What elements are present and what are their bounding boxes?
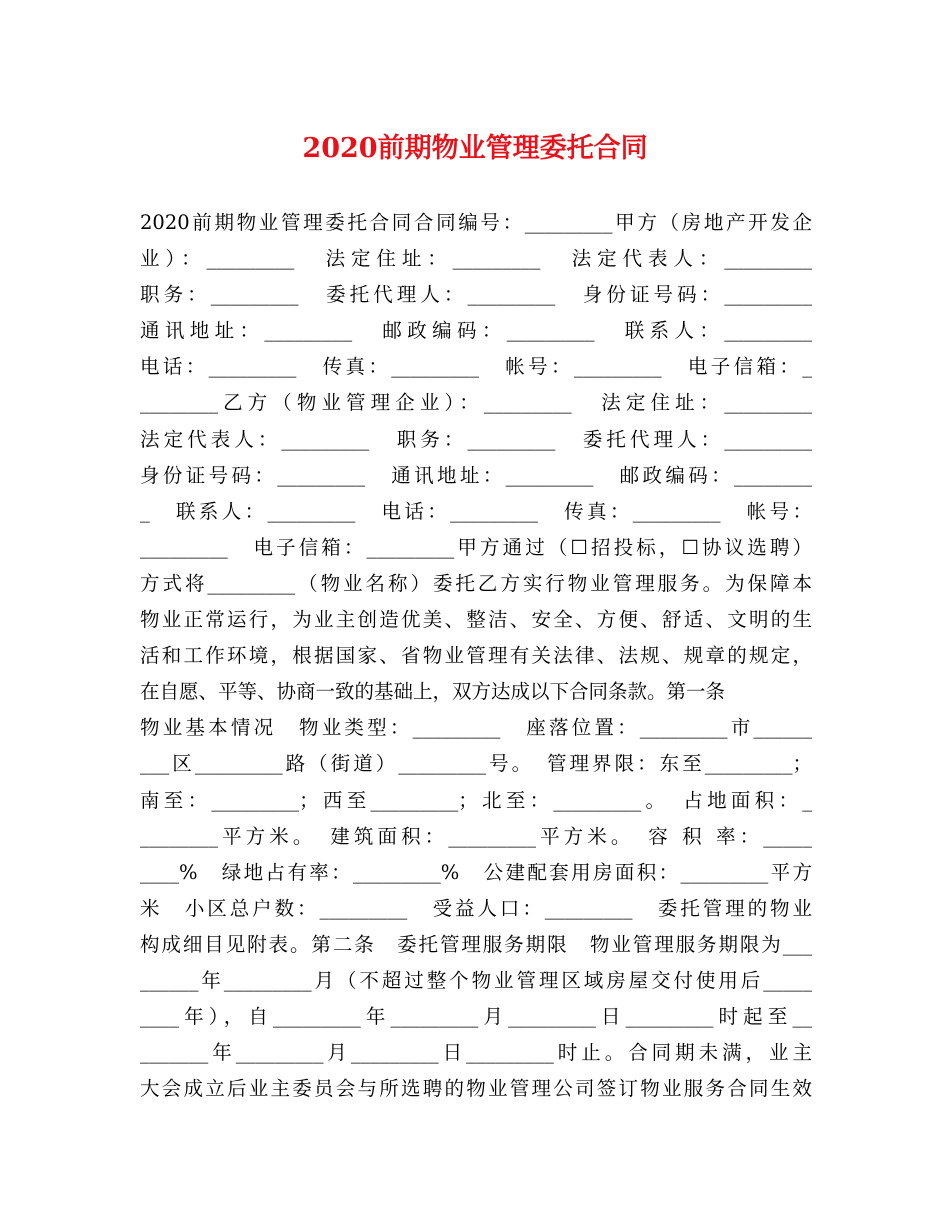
body-line-1: 2020前期物业管理委托合同合同编号：_________甲方（房地产开发企 [140,211,812,234]
body-line-20: 米 小区总户数：_________ 受益人口：_________ 委托管理的物业 [140,896,812,920]
body-line-14: 在自愿、平等、协商一致的基础上，双方达成以下合同条款。第一条 [140,680,726,704]
body-line-6: ________乙方（物业管理企业）：_________ 法定住址：_________ [140,391,812,415]
body-line-4: 通讯地址：_________ 邮政编码：_________ 联系人：_________ [140,319,812,343]
document-title: 2020前期物业管理委托合同 [302,133,648,164]
body-line-10: _________ 电子信箱：_________甲方通过（☐招投标，☐协议选聘） [140,535,812,559]
body-line-8: 身份证号码：_________ 通讯地址：_________ 邮政编码：________ [140,463,812,487]
body-line-5: 电话：_________ 传真：_________ 帐号：_________ 电子信箱：_ [140,355,812,379]
body-line-16: ___区_________路（街道）_________号。 管理界限：东至_________； [140,752,812,776]
body-line-19: ____% 绿地占有率：_________% 公建配套用房面积：_________平方 [140,860,812,884]
body-line-15: 物业基本情况 物业类型：_________ 座落位置：_________市______ [140,716,812,740]
body-line-3: 职务：_________ 委托代理人：_________ 身份证号码：_________ [140,283,812,307]
body-line-9: _ 联系人：_________ 电话：_________ 传真：_________ 帐号： [140,499,812,523]
contract-body [140,205,812,1107]
body-line-12: 物业正常运行，为业主创造优美、整洁、安全、方便、舒适、文明的生 [140,608,812,632]
body-line-25: 大会成立后业主委员会与所选聘的物业管理公司签订物业服务合同生效 [140,1077,812,1101]
body-line-18: ________平方米。 建筑面积：_________平方米。 容 积 率：_____ [140,824,812,848]
body-line-11: 方式将_________（物业名称）委托乙方实行物业管理服务。为保障本 [140,571,812,595]
body-line-17: 南至：_________；西至_________；北至：_________。 占地面积：_ [140,788,812,812]
body-line-24: _______年_________月_________日_________时止。合同期未满，业主 [140,1041,812,1065]
body-line-2: 业）：_________ 法定住址：_________ 法定代表人：_________ [140,247,812,271]
body-line-21: 构成细目见附表。第二条 委托管理服务期限 物业管理服务期限为___ [140,932,812,956]
body-line-23: ____年），自_________年_________月_________日_________时起至__ [140,1005,812,1029]
body-line-7: 法定代表人：_________ 职务：_________ 委托代理人：_________ [140,427,812,451]
body-line-13: 活和工作环境，根据国家、省物业管理有关法律、法规、规章的规定， [140,644,812,668]
body-line-22: ______年_________月（不超过整个物业管理区域房屋交付使用后_____ [140,968,812,992]
